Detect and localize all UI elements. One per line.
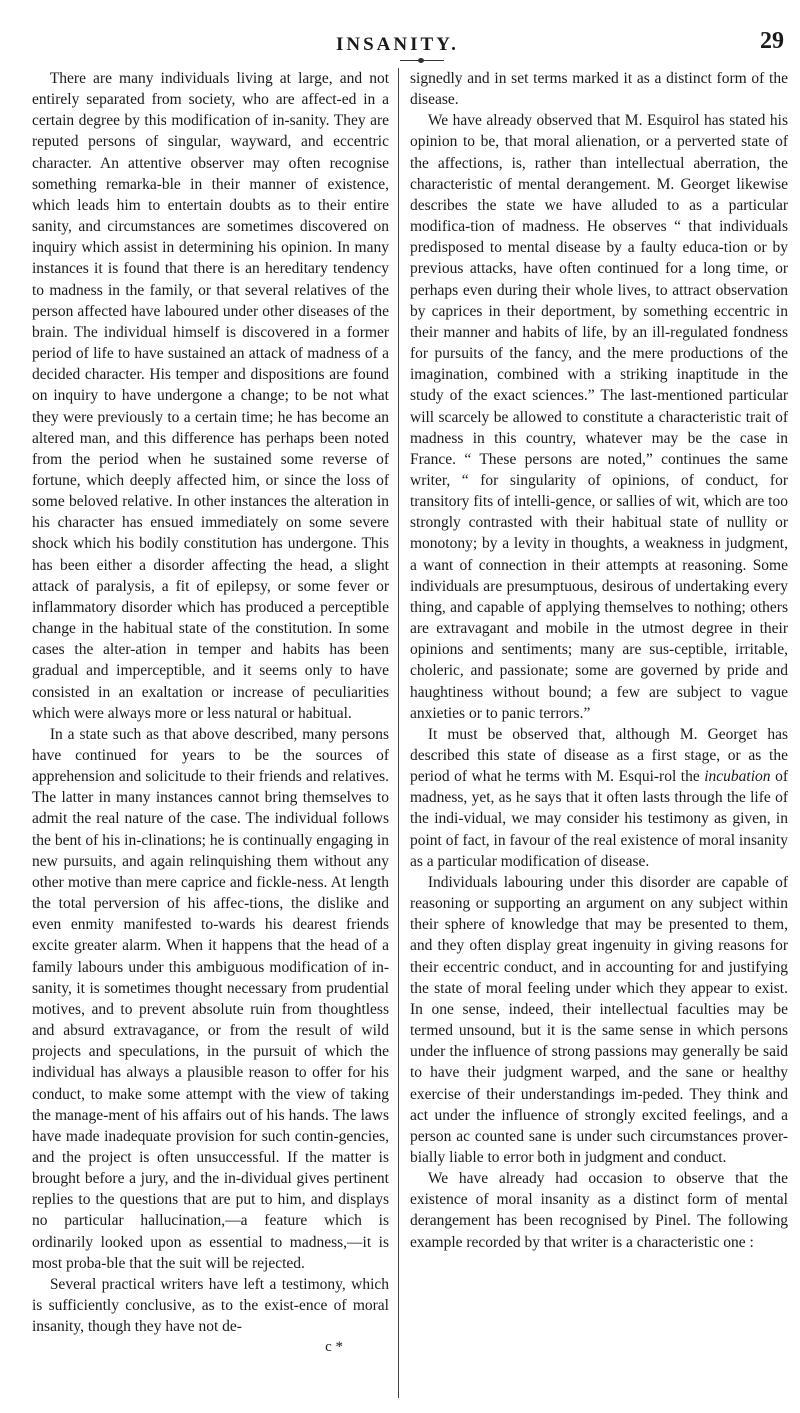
ornament-rule <box>400 60 444 61</box>
signature-mark: c * <box>325 1339 343 1356</box>
paragraph: Several practical writers have left a testimony, which is sufficiently conclusive, as to the exist-ence of moral insanity, though they have not de- <box>32 1275 389 1336</box>
running-head: INSANITY. <box>336 34 459 55</box>
paragraph: Individuals labouring under this disorder are capable of reasoning or supporting an argument on any subject within their sphere of knowledge that may be presented to them, and they often display great ingenuity in giving reasons for their eccentric conduct, and in accounting for and justifying the state of moral feeling under which they appear to exist. In one sense, indeed, their intellectual faculties may be termed unsound, but it is the same sense in which persons under the influence of strong passions may generally be said to have their judgment warped, and the sane or healthy exercise of their understandings im-peded. They think and act under the influence of strongly excited feelings, and a person ac counted sane is under such circumstances prover-bially liable to error both in judgment and conduct. <box>410 873 788 1166</box>
page-header <box>0 26 800 66</box>
paragraph: We have already observed that M. Esquirol has stated his opinion to be, that moral alienation, or a perverted state of the affections, is, rather than intellectual aberration, the characteristic of mental derangement. M. Georget likewise describes the state we have alluded to as a particular modifica-tion of madness. He observes “ that individuals predisposed to mental disease by a faulty educa-tion or by previous attacks, have often continued for a long time, or perhaps even during their whole lives, to attract observation by caprices in their deportment, by something eccentric in their manner and habits of life, by an ill-regulated fondness for pursuits of the fancy, and the mere productions of the imagination, combined with a striking inaptitude in the study of the exact sciences.” The last-mentioned particular will scarcely be allowed to constitute a characteristic trait of madness in this country, whatever may be the case in France. “ These persons are noted,” continues the same writer, “ for singularity of opinions, of conduct, for transitory fits of intelli-gence, or sallies of wit, which are too strongly contrasted with their habitual state of nullity or monotony; by a levity in thoughts, a weakness in judgment, a want of connection in their attempts at reasoning. Some individuals are presumptuous, desirous of undertaking every thing, and capable of applying themselves to nothing; others are extravagant and mobile in the utmost degree in their opinions and sentiments; many are sus-ceptible, irritable, choleric, and passionate; some are governed by pride and haughtiness without bound; a few are subject to vague anxieties or to panic terrors.” <box>410 112 788 722</box>
italic-term: incubation <box>704 768 771 786</box>
paragraph-text: of madness, yet, as he says that it often lasts through the life of the indi-vidual, we may consider his testimony as given, in point of fact, in favour of the real existence of moral insanity as a particular modification of disease. <box>410 768 788 870</box>
paragraph: We have already had occasion to observe that the existence of moral insanity as a distinct form of mental derangement has been recognised by Pinel. The following example recorded by that writer is a characteristic one : <box>410 1170 788 1251</box>
column-divider <box>398 68 399 1398</box>
page-number: 29 <box>760 28 784 54</box>
right-column <box>410 68 788 1253</box>
paragraph: signedly and in set terms marked it as a distinct form of the disease. <box>410 70 788 109</box>
left-column <box>32 68 389 1357</box>
paragraph: There are many individuals living at large, and not entirely separated from society, who are affect-ed in a certain degree by this modification of in-sanity. They are reputed persons of singular, wayward, and eccentric character. An attentive observer may often recognise something remarka-ble in their manner of existence, which leads him to entertain doubts as to their entire sanity, and circumstances are sometimes discovered on inquiry which assist in determining his opinion. In many instances it is found that there is an hereditary tendency to madness in the family, or that several relatives of the person affected have laboured under other diseases of the brain. The individual himself is discovered in a former period of life to have sustained an attack of madness of a decided character. His temper and dispositions are found on inquiry to have undergone a change; to be not what they were previously to a certain time; he has become an altered man, and this difference has perhaps been noted from the period when he sustained some reverse of fortune, which deeply affected him, or since the loss of some beloved relative. In other instances the alteration in his character has ensued immediately on some severe shock which his bodily constitution has undergone. This has been either a disorder affecting the head, a slight attack of paralysis, a fit of epilepsy, or some fever or inflammatory disorder which has produced a perceptible change in the habitual state of the constitution. In some cases the alter-ation in temper and habits has been gradual and imperceptible, and it seems only to have consisted in an exaltation or increase of peculiarities which were always more or less natural or habitual. <box>32 70 389 722</box>
paragraph <box>410 724 788 872</box>
paragraph-text: It must be observed that, although M. Georget has described this state of disease as a first stage, or as the period of what he terms with M. Esqui-rol the <box>410 725 788 786</box>
paragraph: In a state such as that above described, many persons have continued for years to be the sources of apprehension and solicitude to their friends and relatives. The latter in many instances cannot bring themselves to admit the real nature of the case. The individual follows the bent of his in-clinations; he is continually engaging in new pursuits, and again relinquishing them without any other motive than mere caprice and fickle-ness. At length the total perversion of his affec-tions, the dislike and even enmity manifested to-wards his dearest friends excite greater alarm. When it happens that the head of a family labours under this ambiguous modification of in-sanity, it is sometimes thought necessary from prudential motives, and to prevent absolute ruin from thoughtless and absurd extravagance, or from the result of wild projects and speculations, in the pursuit of which the individual has always a plausible reason to offer for his conduct, to make some attempt with the view of taking the manage-ment of his affairs out of his hands. The laws have made inadequate provision for such contin-gencies, and the project is often unsuccessful. If the matter is brought before a jury, and the in-dividual gives pertinent replies to the questions that are put to him, and displays no particular hallucination,—a feature which is ordinarily looked upon as essential to madness,—it is most proba-ble that the suit will be rejected. <box>32 725 389 1272</box>
